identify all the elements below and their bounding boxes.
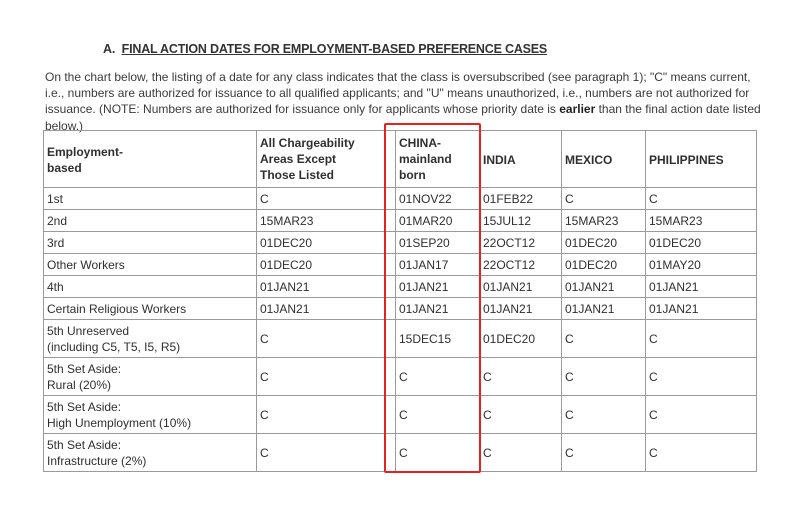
cell-india: C — [480, 358, 562, 396]
header-india: INDIA — [480, 131, 562, 188]
row-label — [44, 358, 257, 396]
header-line: based — [47, 160, 82, 175]
cell-philippines: C — [646, 188, 757, 210]
row-label-line: (including C5, T5, I5, R5) — [47, 339, 181, 354]
cell-india: 01DEC20 — [480, 320, 562, 358]
row-label — [44, 396, 257, 434]
table-row — [44, 298, 757, 320]
cell-mexico: C — [562, 396, 646, 434]
cell-china: 01JAN17 — [396, 254, 480, 276]
cell-india: C — [480, 396, 562, 434]
table-row — [44, 210, 757, 232]
cell-all: 01JAN21 — [257, 276, 396, 298]
header-line: Employment- — [47, 144, 124, 159]
header-line: Areas Except — [260, 152, 337, 166]
cell-mexico: 01DEC20 — [562, 254, 646, 276]
row-label-line: 3rd — [47, 235, 65, 250]
row-label — [44, 210, 257, 232]
intro-text-1: On the chart below, the listing of a date for any class indicates that the class is oversubscribed (see paragraph 1); "C" means current, i.e., numbers are authorized for issuance to all qualified applicants; and "U" means unauthorized, i.e., numbers are not authorized for issuance. (NOTE: Numbers are authorized for issuance only for applicants whose priority date is — [45, 70, 751, 117]
table-row — [44, 232, 757, 254]
cell-philippines: C — [646, 434, 757, 472]
cell-philippines: 15MAR23 — [646, 210, 757, 232]
row-label — [44, 434, 257, 472]
cell-mexico: C — [562, 188, 646, 210]
row-label — [44, 232, 257, 254]
row-label-line: 5th Set Aside: — [47, 437, 122, 452]
cell-all: C — [257, 188, 396, 210]
row-label-line: Infrastructure (2%) — [47, 453, 147, 468]
cell-philippines: 01DEC20 — [646, 232, 757, 254]
table-row — [44, 188, 757, 210]
cell-india: 01JAN21 — [480, 276, 562, 298]
table-row — [44, 396, 757, 434]
cell-all: C — [257, 320, 396, 358]
row-label-line: Other Workers — [47, 257, 125, 272]
header-line: CHINA- — [399, 136, 441, 150]
row-label — [44, 188, 257, 210]
row-label — [44, 276, 257, 298]
section-heading-title: FINAL ACTION DATES FOR EMPLOYMENT-BASED PREFERENCE CASES — [121, 42, 548, 56]
cell-all: 01DEC20 — [257, 254, 396, 276]
cell-china: 01JAN21 — [396, 276, 480, 298]
cell-philippines: 01MAY20 — [646, 254, 757, 276]
row-label-line: 5th Unreserved — [47, 323, 130, 338]
cell-all: C — [257, 434, 396, 472]
table-row — [44, 320, 757, 358]
row-label-line: 2nd — [47, 213, 68, 228]
cell-india: C — [480, 434, 562, 472]
cell-india: 22OCT12 — [480, 232, 562, 254]
row-label — [44, 254, 257, 276]
cell-philippines: C — [646, 396, 757, 434]
cell-all: 01DEC20 — [257, 232, 396, 254]
row-label-line: High Unemployment (10%) — [47, 415, 192, 430]
cell-mexico: C — [562, 358, 646, 396]
row-label — [44, 298, 257, 320]
section-heading — [103, 42, 547, 56]
cell-china: 01SEP20 — [396, 232, 480, 254]
header-mexico: MEXICO — [562, 131, 646, 188]
header-employment-based — [44, 131, 257, 188]
cell-all: 01JAN21 — [257, 298, 396, 320]
table-row — [44, 276, 757, 298]
cell-china: 01MAR20 — [396, 210, 480, 232]
cell-india: 01FEB22 — [480, 188, 562, 210]
cell-philippines: C — [646, 358, 757, 396]
cell-mexico: 01JAN21 — [562, 298, 646, 320]
header-line: Those Listed — [260, 168, 335, 182]
header-philippines: PHILIPPINES — [646, 131, 757, 188]
cell-philippines: C — [646, 320, 757, 358]
final-action-dates-table — [43, 130, 757, 472]
cell-china: C — [396, 358, 480, 396]
cell-all: C — [257, 358, 396, 396]
row-label-line: 4th — [47, 279, 64, 294]
table-header-row — [44, 131, 757, 188]
header-all-chargeability — [257, 131, 396, 188]
cell-mexico: 15MAR23 — [562, 210, 646, 232]
cell-all: C — [257, 396, 396, 434]
intro-text-2: than the final action date listed below.) — [45, 102, 761, 133]
cell-mexico: C — [562, 434, 646, 472]
cell-philippines: 01JAN21 — [646, 298, 757, 320]
cell-mexico: C — [562, 320, 646, 358]
cell-china: C — [396, 396, 480, 434]
header-line: born — [399, 168, 426, 182]
row-label-line: Certain Religious Workers — [47, 301, 187, 316]
cell-mexico: 01JAN21 — [562, 276, 646, 298]
cell-mexico: 01DEC20 — [562, 232, 646, 254]
row-label-line: 5th Set Aside: — [47, 361, 122, 376]
intro-paragraph — [45, 69, 767, 134]
cell-india: 01JAN21 — [480, 298, 562, 320]
cell-all: 15MAR23 — [257, 210, 396, 232]
table-row — [44, 434, 757, 472]
cell-india: 15JUL12 — [480, 210, 562, 232]
section-heading-prefix: A. — [103, 42, 116, 56]
header-china — [396, 131, 480, 188]
row-label-line: 5th Set Aside: — [47, 399, 122, 414]
header-line: All Chargeability — [260, 136, 355, 150]
row-label-line: Rural (20%) — [47, 377, 112, 392]
cell-china: C — [396, 434, 480, 472]
row-label — [44, 320, 257, 358]
cell-china: 01JAN21 — [396, 298, 480, 320]
intro-bold-earlier: earlier — [559, 102, 596, 117]
header-line: mainland — [399, 152, 452, 166]
table-row — [44, 254, 757, 276]
cell-india: 22OCT12 — [480, 254, 562, 276]
cell-china: 15DEC15 — [396, 320, 480, 358]
row-label-line: 1st — [47, 191, 64, 206]
cell-philippines: 01JAN21 — [646, 276, 757, 298]
cell-china: 01NOV22 — [396, 188, 480, 210]
table-row — [44, 358, 757, 396]
